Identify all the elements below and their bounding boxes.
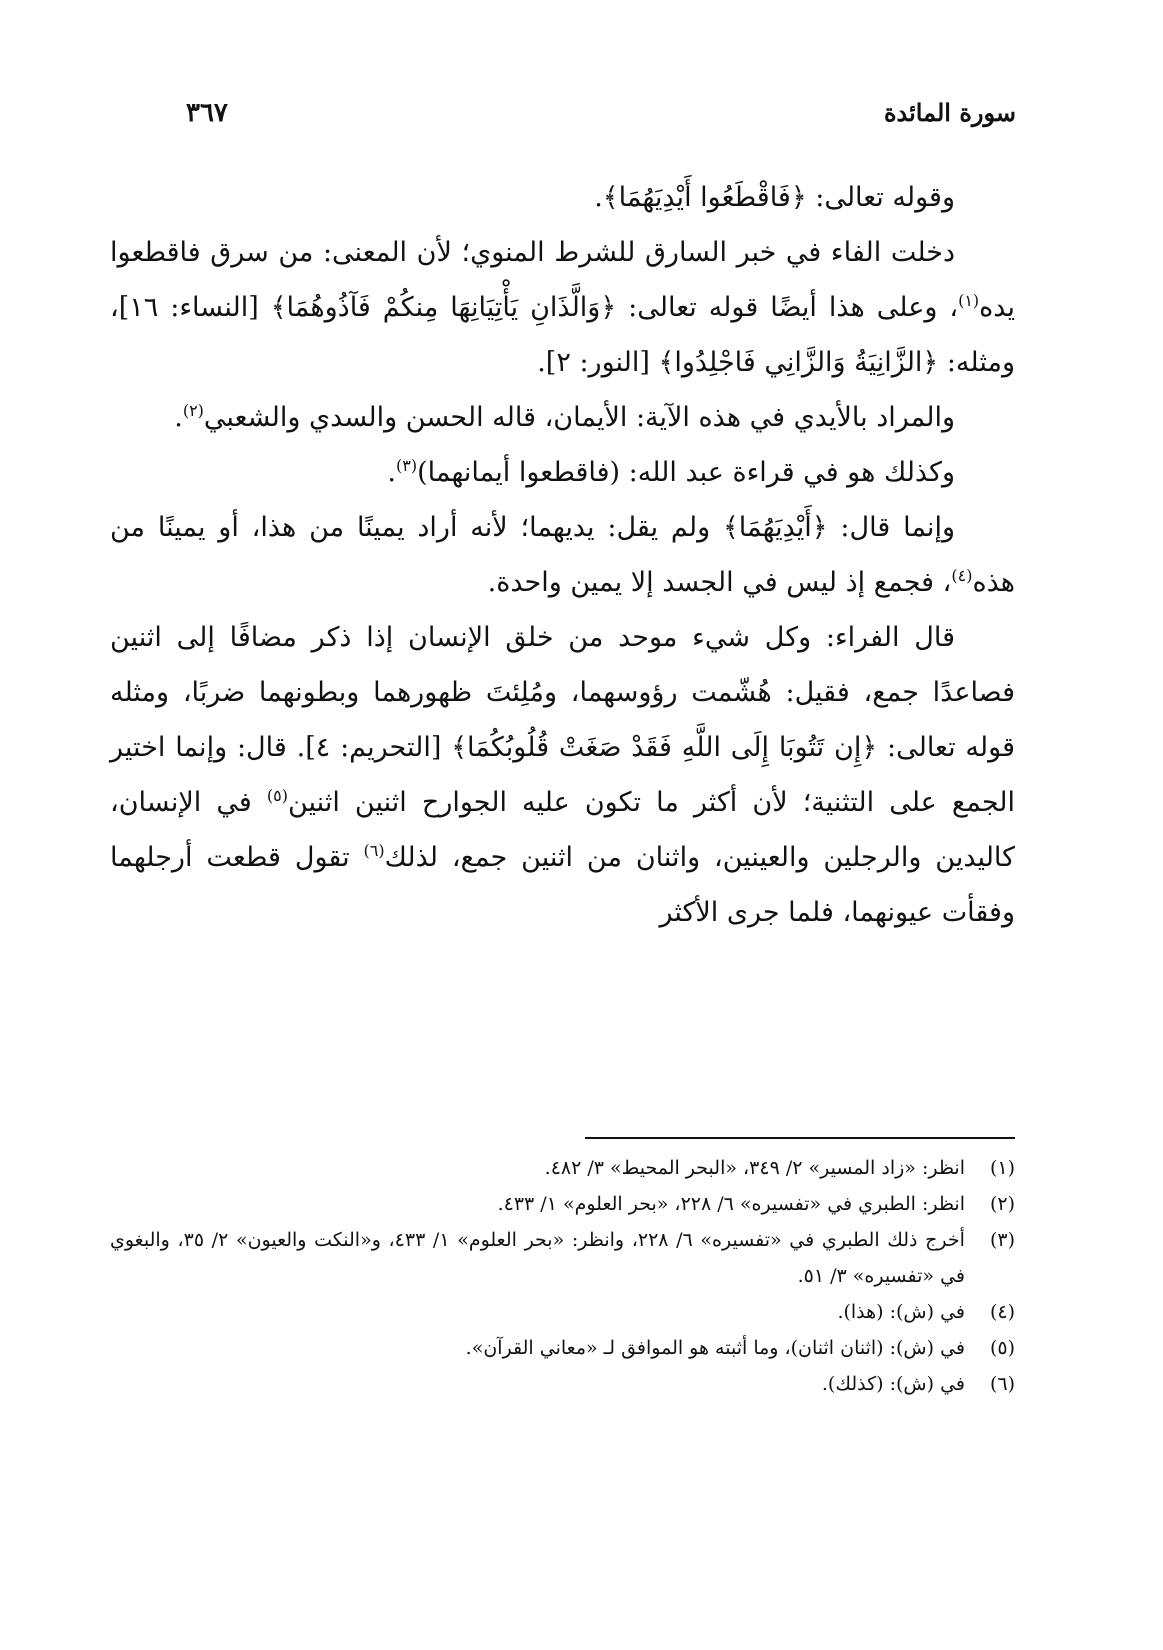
paragraph-5-text-a: وإنما قال: ﴿أَيْدِيَهُمَا﴾ ولم يقل: يديهما؛ لأنه أراد يمينًا من هذا، أو يمينًا من هذه (110, 512, 1015, 598)
footnote-ref-1: (١) (958, 291, 980, 310)
footnote-text: في (ش): (هذا). (837, 1301, 965, 1323)
paragraph-5-text-b: ، فجمع إذ ليس في الجسد إلا يمين واحدة. (487, 567, 952, 598)
paragraph-6-text-b: في الإنسان، كاليدين والرجلين والعينين، واثنان من اثنين جمع، لذلك (110, 787, 1016, 873)
paragraph-5 (110, 500, 1015, 610)
footnote-text: في (ش): (كذلك). (821, 1373, 965, 1395)
footnote-item (110, 1330, 1015, 1366)
surah-title: سورة المائدة (883, 98, 1016, 127)
footnote-number: (٤) (989, 1301, 1015, 1323)
paragraph-4-text-a: وكذلك هو في قراءة عبد الله: (فاقطعوا أيمانهما) (417, 457, 955, 488)
paragraph-4-text-b: . (387, 457, 396, 488)
footnote-item (110, 1222, 1015, 1294)
page-number: ٣٦٧ (186, 98, 228, 128)
footnote-ref-5: (٥) (266, 786, 288, 805)
paragraph-6-text-c: تقول قطعت أرجلهما وفقأت عيونهما، فلما جرى الأكثر (110, 842, 1015, 928)
footnote-text: انظر: الطبري في «تفسيره» ٦/ ٢٢٨، «بحر العلوم» ١/ ٤٣٣. (497, 1193, 965, 1215)
paragraph-3-text-b: . (174, 402, 183, 433)
paragraph-3-text-a: والمراد بالأيدي في هذه الآية: الأيمان، قاله الحسن والسدي والشعبي (203, 402, 955, 433)
footnote-ref-3: (٣) (395, 456, 418, 475)
footnote-number: (٢) (989, 1193, 1015, 1215)
footnote-number: (١) (989, 1157, 1015, 1179)
footnote-number: (٣) (989, 1229, 1015, 1251)
footnote-item (110, 1294, 1015, 1330)
main-text (110, 170, 1015, 940)
footnote-number: (٦) (989, 1373, 1015, 1395)
paragraph-6-text-a: قال الفراء: وكل شيء موحد من خلق الإنسان إذا ذكر مضافًا إلى اثنين فصاعدًا جمع، فقيل: هُشّمت رؤوسهما، ومُلِئتَ ظهورهما وبطونهما ضربًا، ومثله قوله تعالى: ﴿إِن تَتُوبَا إِلَى اللَّهِ فَقَدْ صَغَتْ قُلُوبُكُمَا﴾ [التحريم: ٤]. قال: وإنما اختير الجمع على التثنية؛ لأن أكثر ما تكون عليه الجوارح اثنين اثنين (110, 622, 1015, 818)
paragraph-2-text-a: دخلت الفاء في خبر السارق للشرط المنوي؛ لأن المعنى: من سرق فاقطعوا يده (110, 237, 1015, 323)
footnotes (110, 1150, 1015, 1402)
paragraph-2-text-b: ، وعلى هذا أيضًا قوله تعالى: ﴿وَالَّذَانِ يَأْتِيَانِهَا مِنكُمْ فَآذُوهُمَا﴾ [النساء: ١٦]، ومثله: ﴿الزَّانِيَةُ وَالزَّانِي فَاجْلِدُوا﴾ [النور: ٢]. (110, 292, 1015, 378)
page-header (186, 92, 1016, 136)
footnote-item (110, 1366, 1015, 1402)
paragraph-1 (110, 170, 1015, 225)
footnote-separator (585, 1137, 1015, 1139)
footnote-ref-6: (٦) (363, 841, 385, 860)
footnote-ref-2: (٢) (182, 401, 204, 420)
footnote-item (110, 1186, 1015, 1222)
footnote-ref-4: (٤) (951, 566, 973, 585)
footnote-number: (٥) (989, 1337, 1015, 1359)
paragraph-3 (110, 390, 1015, 445)
paragraph-1-text: وقوله تعالى: ﴿فَاقْطَعُوا أَيْدِيَهُمَا﴾. (594, 182, 955, 213)
footnote-text: في (ش): (اثنان اثنان)، وما أثبته هو الموافق لـ «معاني القرآن». (465, 1337, 965, 1359)
paragraph-4 (110, 445, 1015, 500)
footnote-text: انظر: «زاد المسير» ٢/ ٣٤٩، «البحر المحيط» ٣/ ٤٨٢. (544, 1157, 965, 1179)
paragraph-6 (110, 610, 1015, 940)
footnote-text: أخرج ذلك الطبري في «تفسيره» ٦/ ٢٢٨، وانظر: «بحر العلوم» ١/ ٤٣٣، و«النكت والعيون» ٢/ ٣٥، والبغوي في «تفسيره» ٣/ ٥١. (110, 1229, 965, 1287)
paragraph-2 (110, 225, 1015, 390)
footnote-item (110, 1150, 1015, 1186)
